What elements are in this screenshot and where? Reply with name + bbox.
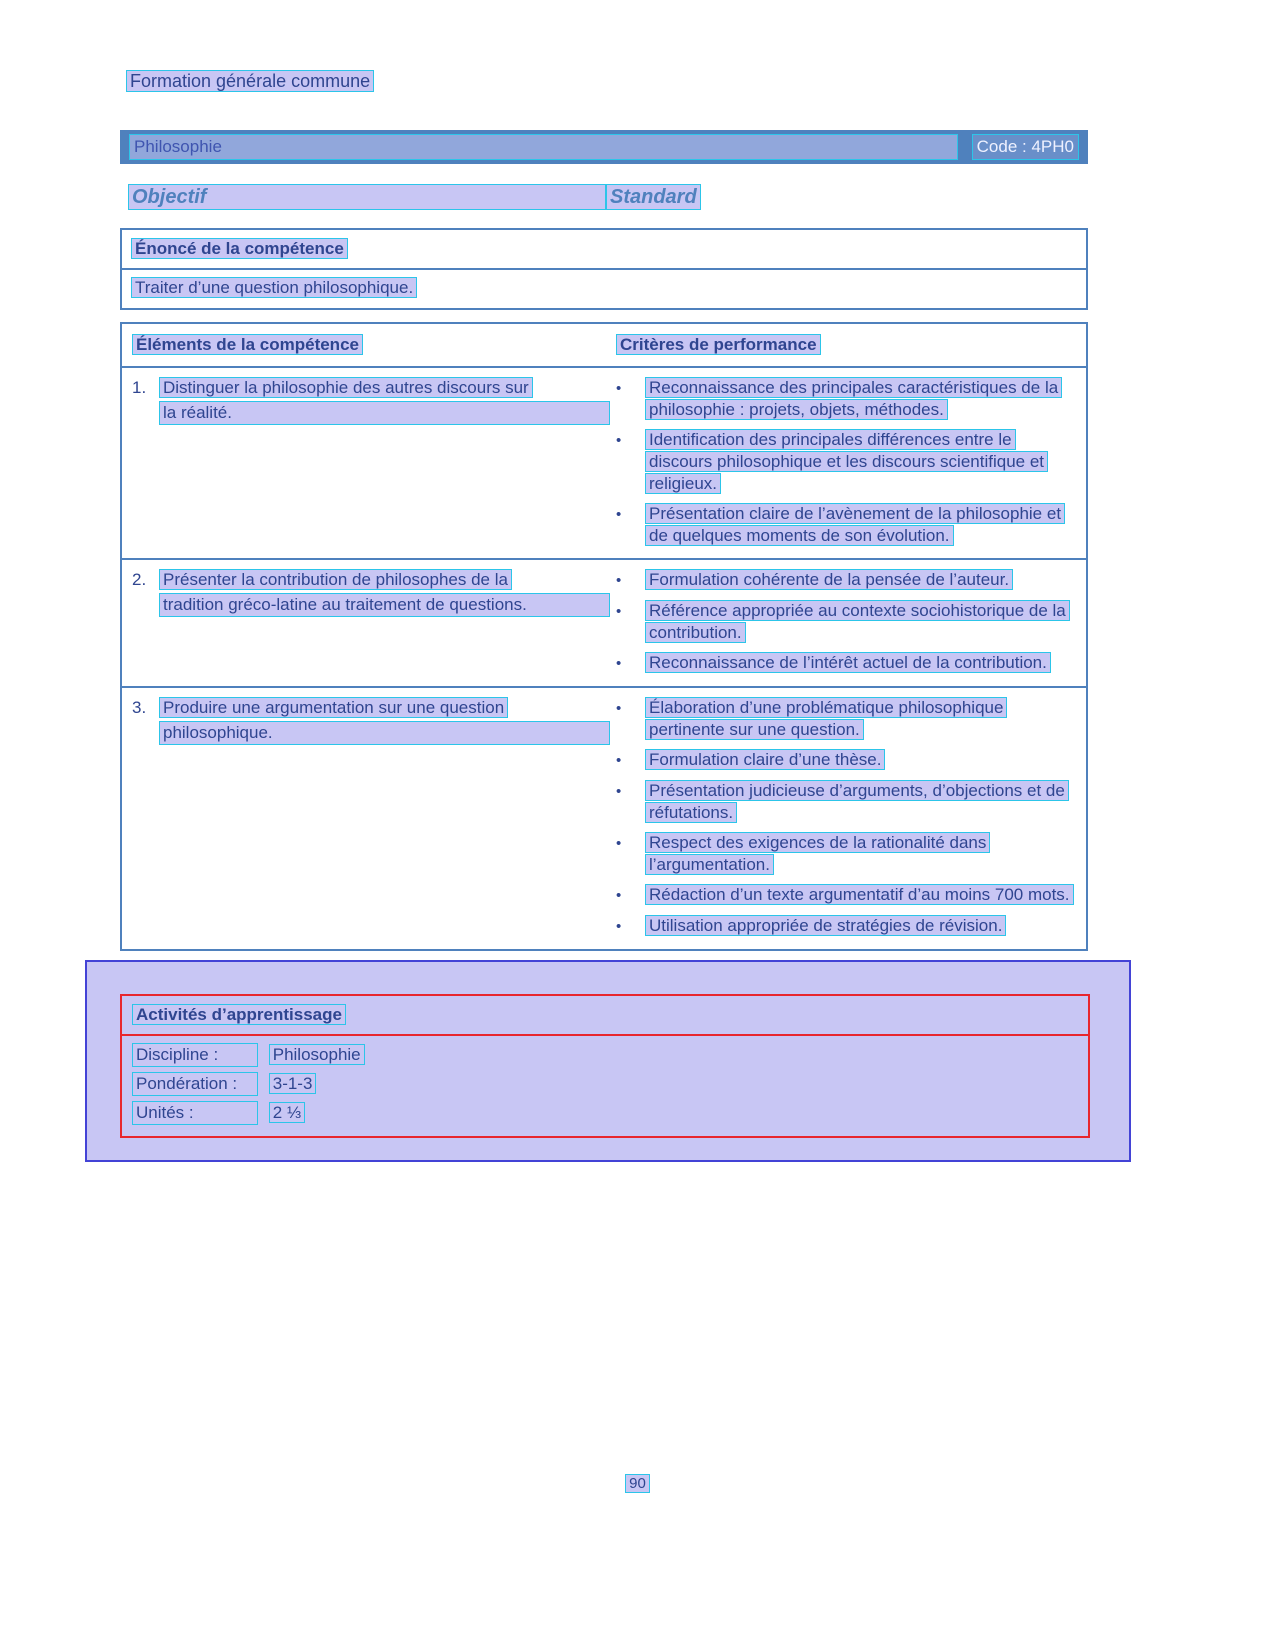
element-cell xyxy=(132,377,616,547)
document-category-label xyxy=(126,70,374,92)
table-row xyxy=(122,688,1086,949)
enonce-body-text: Traiter d’une question philosophique. xyxy=(131,277,417,298)
criterion-text: Reconnaissance de l’intérêt actuel de la contribution. xyxy=(645,652,1051,673)
element-number: 2. xyxy=(132,570,147,589)
discipline-value: Philosophie xyxy=(269,1044,365,1065)
elements-column-header-text: Éléments de la compétence xyxy=(132,334,363,355)
criterion-text: Référence appropriée au contexte sociohistorique de la contribution. xyxy=(645,600,1070,643)
element-number: 1. xyxy=(132,378,147,397)
criterion-item xyxy=(616,697,1076,741)
element-number: 3. xyxy=(132,698,147,717)
ponderation-label: Pondération : xyxy=(132,1072,258,1096)
criterion-item xyxy=(616,377,1076,421)
bullet-icon xyxy=(616,697,645,741)
enonce-header-row xyxy=(122,230,1086,270)
section-headings xyxy=(128,184,701,210)
element-cell xyxy=(132,569,616,675)
criterion-text: Utilisation appropriée de stratégies de révision. xyxy=(645,915,1006,936)
criterion-text: Présentation claire de l’avènement de la philosophie et de quelques moments de son évolution. xyxy=(645,503,1065,546)
element-text-line2: la réalité. xyxy=(159,401,610,425)
criterion-text: Formulation cohérente de la pensée de l’auteur. xyxy=(645,569,1013,590)
bullet-icon xyxy=(616,780,645,824)
bullet-icon xyxy=(616,377,645,421)
criteria-cell xyxy=(616,569,1076,675)
course-title: Philosophie xyxy=(129,134,958,160)
criterion-item xyxy=(616,884,1076,907)
course-header-bar xyxy=(120,130,1088,164)
objectif-heading: Objectif xyxy=(128,184,606,210)
activites-header-row xyxy=(122,996,1088,1036)
criterion-item xyxy=(616,780,1076,824)
elements-column-header xyxy=(132,334,616,356)
criterion-text: Reconnaissance des principales caractéristiques de la philosophie : projets, objets, méthodes. xyxy=(645,377,1062,420)
page-number-text: 90 xyxy=(625,1474,650,1493)
criterion-item xyxy=(616,600,1076,644)
enonce-body-row xyxy=(122,270,1086,308)
bullet-icon xyxy=(616,832,645,876)
bullet-icon xyxy=(616,884,645,907)
course-code: Code : 4PH0 xyxy=(972,134,1079,160)
activites-row-unites xyxy=(132,1101,1078,1125)
table-row xyxy=(122,368,1086,560)
criterion-text: Respect des exigences de la rationalité dans l’argumentation. xyxy=(645,832,990,875)
bullet-icon xyxy=(616,915,645,938)
activites-body xyxy=(122,1036,1088,1136)
standard-heading: Standard xyxy=(606,184,701,210)
criteria-cell xyxy=(616,697,1076,938)
element-text-line2: tradition gréco-latine au traitement de questions. xyxy=(159,593,610,617)
activites-row-ponderation xyxy=(132,1072,1078,1096)
activites-header-text: Activités d’apprentissage xyxy=(132,1004,346,1025)
criterion-item xyxy=(616,503,1076,547)
unites-value: 2 ⅓ xyxy=(269,1102,305,1123)
discipline-label: Discipline : xyxy=(132,1043,258,1067)
competence-table xyxy=(120,322,1088,951)
activites-row-discipline xyxy=(132,1043,1078,1067)
criterion-text: Présentation judicieuse d’arguments, d’objections et de réfutations. xyxy=(645,780,1069,823)
criterion-item xyxy=(616,915,1076,938)
element-text-line1: Produire une argumentation sur une question xyxy=(159,697,508,718)
criterion-item xyxy=(616,429,1076,495)
criteres-column-header xyxy=(616,334,1076,356)
bullet-icon xyxy=(616,503,645,547)
criterion-item xyxy=(616,749,1076,772)
document-category-text: Formation générale commune xyxy=(126,70,374,92)
criterion-item xyxy=(616,569,1076,592)
enonce-header-text: Énoncé de la compétence xyxy=(131,238,348,259)
bullet-icon xyxy=(616,749,645,772)
element-text-line2: philosophique. xyxy=(159,721,610,745)
ponderation-value: 3-1-3 xyxy=(269,1073,317,1094)
criterion-item xyxy=(616,832,1076,876)
bullet-icon xyxy=(616,652,645,675)
element-text-line1: Présenter la contribution de philosophes de la xyxy=(159,569,512,590)
bullet-icon xyxy=(616,600,645,644)
criteria-cell xyxy=(616,377,1076,547)
enonce-competence-box xyxy=(120,228,1088,310)
table-row xyxy=(122,560,1086,688)
element-cell xyxy=(132,697,616,938)
page-number xyxy=(0,1473,1275,1495)
criterion-text: Élaboration d’une problématique philosophique pertinente sur une question. xyxy=(645,697,1007,740)
bullet-icon xyxy=(616,429,645,495)
activites-overlay-region xyxy=(85,960,1131,1162)
bullet-icon xyxy=(616,569,645,592)
criteres-column-header-text: Critères de performance xyxy=(616,334,821,355)
unites-label: Unités : xyxy=(132,1101,258,1125)
criterion-item xyxy=(616,652,1076,675)
element-text-line1: Distinguer la philosophie des autres discours sur xyxy=(159,377,533,398)
criterion-text: Rédaction d’un texte argumentatif d’au moins 700 mots. xyxy=(645,884,1074,905)
criterion-text: Formulation claire d’une thèse. xyxy=(645,749,885,770)
competence-table-header xyxy=(122,324,1086,368)
activites-apprentissage-box xyxy=(120,994,1090,1138)
criterion-text: Identification des principales différences entre le discours philosophique et les discours scientifique et religieux. xyxy=(645,429,1048,494)
